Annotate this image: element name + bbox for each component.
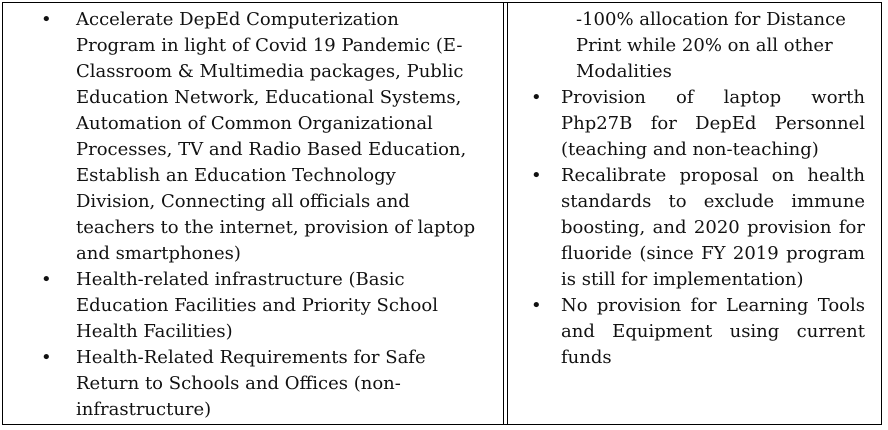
list-item: [3, 345, 503, 423]
continuation-text: -100% allocation for Distance Print while 20% on all other Modalities: [576, 9, 846, 82]
left-cell: [3, 7, 503, 423]
bullet-icon: •: [41, 269, 52, 290]
list-item: [507, 293, 881, 371]
budget-table: [2, 2, 882, 425]
list-item-text: Provision of laptop worth Php27B for DepEd Personnel (teaching and non-teaching): [561, 87, 865, 160]
column-divider: [503, 3, 504, 424]
right-bullet-list: [507, 85, 881, 371]
list-item-text: Recalibrate proposal on health standards to exclude immune boosting, and 2020 provision for fluoride (since FY 2019 program is still for implementation): [561, 165, 865, 290]
list-item-text: No provision for Learning Tools and Equipment using current funds: [561, 295, 865, 368]
bullet-icon: •: [531, 295, 542, 316]
right-cell: [507, 7, 881, 371]
bullet-icon: •: [41, 347, 52, 368]
list-item: [3, 267, 503, 345]
list-item: [507, 163, 881, 293]
left-bullet-list: [3, 7, 503, 423]
list-item-text: Accelerate DepEd Computerization Program in light of Covid 19 Pandemic (E-Classroom & Multimedia packages, Public Education Network, Educational Systems, Automation of Common Organizational Processes, TV and Radio Based Education, Establish an Education Technology Division, Connecting all officials and teachers to the internet, provision of laptop and smartphones): [76, 9, 476, 264]
bullet-icon: •: [41, 9, 52, 30]
list-item-text: Health-Related Requirements for Safe Return to Schools and Offices (non-infrastructure): [76, 347, 426, 420]
bullet-icon: •: [531, 87, 542, 108]
bullet-icon: •: [531, 165, 542, 186]
list-item: [3, 7, 503, 267]
list-item: [507, 85, 881, 163]
list-item-text: Health-related infrastructure (Basic Education Facilities and Priority School Health Facilities): [76, 269, 438, 342]
